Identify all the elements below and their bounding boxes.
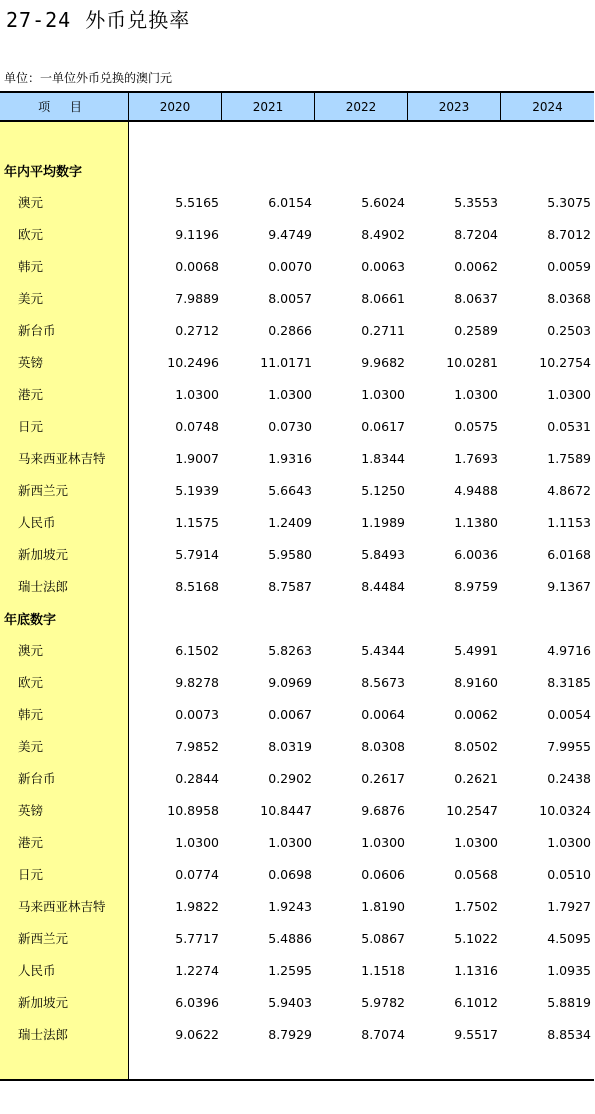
rate-cell: 4.9488 — [454, 482, 498, 498]
currency-label: 新西兰元 — [18, 483, 69, 498]
rate-cell: 1.9316 — [268, 450, 312, 466]
rate-cell: 0.0730 — [268, 418, 312, 434]
rate-cell: 5.5165 — [175, 194, 219, 210]
rate-cell: 1.1153 — [547, 514, 591, 530]
rate-cell: 0.0063 — [361, 258, 405, 274]
rate-cell: 6.1502 — [175, 642, 219, 658]
currency-label: 新加坡元 — [18, 547, 69, 562]
rate-cell: 10.2547 — [446, 802, 498, 818]
currency-label: 澳元 — [18, 195, 44, 210]
rate-cell: 1.0300 — [547, 834, 591, 850]
currency-label: 新台币 — [18, 323, 56, 338]
rate-cell: 1.2595 — [268, 962, 312, 978]
rate-cell: 8.7204 — [454, 226, 498, 242]
rate-cell: 1.9007 — [175, 450, 219, 466]
currency-label: 英镑 — [18, 803, 44, 818]
rate-cell: 5.9580 — [268, 546, 312, 562]
table-row — [0, 474, 594, 506]
currency-label: 港元 — [18, 387, 44, 402]
table-row — [0, 890, 594, 922]
rate-cell: 0.0698 — [268, 866, 312, 882]
currency-label: 美元 — [18, 739, 44, 754]
rate-cell: 1.7693 — [454, 450, 498, 466]
rate-cell: 5.0867 — [361, 930, 405, 946]
table-row — [0, 378, 594, 410]
rate-cell: 9.0969 — [268, 674, 312, 690]
rate-cell: 0.0062 — [454, 258, 498, 274]
rate-cell: 1.0300 — [361, 834, 405, 850]
rate-cell: 5.4344 — [361, 642, 405, 658]
rate-cell: 7.9889 — [175, 290, 219, 306]
currency-label: 韩元 — [18, 259, 44, 274]
rate-cell: 5.3553 — [454, 194, 498, 210]
currency-label: 新西兰元 — [18, 931, 69, 946]
header-year-2020: 2020 — [129, 93, 222, 120]
rate-cell: 1.1575 — [175, 514, 219, 530]
rate-cell: 0.0531 — [547, 418, 591, 434]
rate-cell: 9.9682 — [361, 354, 405, 370]
table-title: 外币兑换率 — [85, 8, 191, 32]
rate-cell: 9.5517 — [454, 1026, 498, 1042]
rate-cell: 5.4886 — [268, 930, 312, 946]
rate-cell: 1.0300 — [175, 834, 219, 850]
table-row — [0, 314, 594, 346]
section-row — [0, 602, 594, 634]
currency-label: 韩元 — [18, 707, 44, 722]
table-row — [0, 986, 594, 1018]
table-header — [0, 91, 594, 122]
table-row — [0, 282, 594, 314]
rate-cell: 0.0062 — [454, 706, 498, 722]
currency-label: 新台币 — [18, 771, 56, 786]
table-number: 27-24 — [6, 8, 72, 32]
rate-cell: 8.7074 — [361, 1026, 405, 1042]
currency-label: 日元 — [18, 419, 44, 434]
table-row — [0, 250, 594, 282]
header-item-label: 项 目 — [0, 93, 129, 120]
rate-cell: 0.2866 — [268, 322, 312, 338]
table-row — [0, 666, 594, 698]
rate-cell: 1.7502 — [454, 898, 498, 914]
rate-cell: 8.9759 — [454, 578, 498, 594]
currency-label: 港元 — [18, 835, 44, 850]
rate-cell: 6.1012 — [454, 994, 498, 1010]
rate-cell: 10.8447 — [260, 802, 312, 818]
rate-cell: 1.1989 — [361, 514, 405, 530]
rate-cell: 10.2754 — [539, 354, 591, 370]
rate-cell: 0.0067 — [268, 706, 312, 722]
table-row — [0, 506, 594, 538]
currency-label: 日元 — [18, 867, 44, 882]
currency-label: 瑞士法郎 — [18, 1027, 69, 1042]
rate-cell: 1.0300 — [547, 386, 591, 402]
rate-cell: 0.2621 — [454, 770, 498, 786]
rate-cell: 0.0073 — [175, 706, 219, 722]
rate-cell: 8.0308 — [361, 738, 405, 754]
rate-cell: 9.1367 — [547, 578, 591, 594]
currency-label: 马来西亚林吉特 — [18, 899, 106, 914]
rate-cell: 1.1316 — [454, 962, 498, 978]
rate-cell: 8.0368 — [547, 290, 591, 306]
rate-cell: 1.8344 — [361, 450, 405, 466]
rate-cell: 0.2589 — [454, 322, 498, 338]
table-row — [0, 794, 594, 826]
rate-cell: 5.1022 — [454, 930, 498, 946]
section-title: 年底数字 — [4, 612, 57, 628]
table-row — [0, 954, 594, 986]
currency-label: 瑞士法郎 — [18, 579, 69, 594]
currency-label: 澳元 — [18, 643, 44, 658]
header-year-2022: 2022 — [315, 93, 408, 120]
rate-cell: 9.0622 — [175, 1026, 219, 1042]
rate-cell: 0.0617 — [361, 418, 405, 434]
rate-cell: 4.5095 — [547, 930, 591, 946]
rate-cell: 5.9782 — [361, 994, 405, 1010]
currency-label: 人民币 — [18, 515, 56, 530]
rate-cell: 9.4749 — [268, 226, 312, 242]
rate-cell: 1.0300 — [454, 834, 498, 850]
rate-cell: 5.8819 — [547, 994, 591, 1010]
rate-cell: 0.0575 — [454, 418, 498, 434]
table-row — [0, 570, 594, 602]
rate-cell: 1.2409 — [268, 514, 312, 530]
rate-cell: 1.9243 — [268, 898, 312, 914]
table-row — [0, 186, 594, 218]
table-row — [0, 826, 594, 858]
rate-cell: 1.9822 — [175, 898, 219, 914]
rate-cell: 8.9160 — [454, 674, 498, 690]
rate-cell: 8.7587 — [268, 578, 312, 594]
currency-label: 人民币 — [18, 963, 56, 978]
rate-cell: 5.7717 — [175, 930, 219, 946]
rate-cell: 1.0300 — [454, 386, 498, 402]
rate-cell: 8.7929 — [268, 1026, 312, 1042]
rate-cell: 0.0068 — [175, 258, 219, 274]
rate-cell: 1.1380 — [454, 514, 498, 530]
rate-cell: 7.9852 — [175, 738, 219, 754]
rate-cell: 0.2617 — [361, 770, 405, 786]
table-row — [0, 634, 594, 666]
rate-cell: 0.0064 — [361, 706, 405, 722]
rate-cell: 0.2844 — [175, 770, 219, 786]
table-row — [0, 858, 594, 890]
rate-cell: 11.0171 — [260, 354, 312, 370]
table-row — [0, 1018, 594, 1050]
rate-cell: 8.0502 — [454, 738, 498, 754]
rate-cell: 5.1250 — [361, 482, 405, 498]
rate-cell: 9.8278 — [175, 674, 219, 690]
currency-label: 英镑 — [18, 355, 44, 370]
rate-cell: 5.9403 — [268, 994, 312, 1010]
rate-cell: 6.0396 — [175, 994, 219, 1010]
rate-cell: 1.2274 — [175, 962, 219, 978]
rate-cell: 1.7589 — [547, 450, 591, 466]
rate-cell: 5.6024 — [361, 194, 405, 210]
rate-cell: 6.0036 — [454, 546, 498, 562]
rate-cell: 1.8190 — [361, 898, 405, 914]
rate-cell: 5.8263 — [268, 642, 312, 658]
section-title: 年内平均数字 — [4, 164, 83, 180]
rate-cell: 0.0774 — [175, 866, 219, 882]
rate-cell: 1.1518 — [361, 962, 405, 978]
rate-cell: 8.0057 — [268, 290, 312, 306]
header-year-2024: 2024 — [532, 99, 563, 114]
rate-cell: 0.0510 — [547, 866, 591, 882]
rate-cell: 0.2902 — [268, 770, 312, 786]
rate-cell: 5.3075 — [547, 194, 591, 210]
rate-cell: 0.2503 — [547, 322, 591, 338]
rate-cell: 8.0637 — [454, 290, 498, 306]
table-row — [0, 442, 594, 474]
rate-cell: 0.0070 — [268, 258, 312, 274]
rate-cell: 1.0935 — [547, 962, 591, 978]
table-body — [0, 154, 594, 1050]
rate-cell: 5.4991 — [454, 642, 498, 658]
rate-cell: 0.2711 — [361, 322, 405, 338]
rate-cell: 8.0661 — [361, 290, 405, 306]
rate-cell: 0.2438 — [547, 770, 591, 786]
rate-cell: 6.0168 — [547, 546, 591, 562]
rate-cell: 8.4484 — [361, 578, 405, 594]
section-row — [0, 154, 594, 186]
rate-cell: 9.6876 — [361, 802, 405, 818]
table-row — [0, 538, 594, 570]
unit-note: 单位：一单位外币兑换的澳门元 — [4, 71, 173, 85]
header-year-2021: 2021 — [222, 93, 315, 120]
table-row — [0, 698, 594, 730]
table-row — [0, 410, 594, 442]
rate-cell: 8.0319 — [268, 738, 312, 754]
rate-cell: 4.8672 — [547, 482, 591, 498]
rate-cell: 5.7914 — [175, 546, 219, 562]
rate-cell: 0.0748 — [175, 418, 219, 434]
rate-cell: 8.4902 — [361, 226, 405, 242]
rate-cell: 0.2712 — [175, 322, 219, 338]
rate-cell: 8.5673 — [361, 674, 405, 690]
table-row — [0, 730, 594, 762]
rate-cell: 10.8958 — [167, 802, 219, 818]
header-year-2023: 2023 — [408, 93, 501, 120]
rate-cell: 5.6643 — [268, 482, 312, 498]
rate-cell: 0.0054 — [547, 706, 591, 722]
currency-label: 欧元 — [18, 227, 44, 242]
rate-cell: 1.0300 — [268, 834, 312, 850]
rate-cell: 1.0300 — [175, 386, 219, 402]
table-row — [0, 346, 594, 378]
rate-cell: 0.0059 — [547, 258, 591, 274]
table-row — [0, 762, 594, 794]
rate-cell: 8.8534 — [547, 1026, 591, 1042]
table-row — [0, 922, 594, 954]
rate-cell: 0.0606 — [361, 866, 405, 882]
page-title — [6, 4, 190, 33]
rate-cell: 10.0324 — [539, 802, 591, 818]
rate-cell: 5.8493 — [361, 546, 405, 562]
rate-cell: 8.3185 — [547, 674, 591, 690]
rate-cell: 5.1939 — [175, 482, 219, 498]
rate-cell: 10.0281 — [446, 354, 498, 370]
rate-cell: 6.0154 — [268, 194, 312, 210]
currency-label: 马来西亚林吉特 — [18, 451, 106, 466]
rate-cell: 1.7927 — [547, 898, 591, 914]
rate-cell: 8.5168 — [175, 578, 219, 594]
rate-cell: 9.1196 — [175, 226, 219, 242]
rate-cell: 1.0300 — [268, 386, 312, 402]
currency-label: 新加坡元 — [18, 995, 69, 1010]
currency-label: 欧元 — [18, 675, 44, 690]
rate-cell: 0.0568 — [454, 866, 498, 882]
table-row — [0, 218, 594, 250]
rate-cell: 4.9716 — [547, 642, 591, 658]
rate-cell: 10.2496 — [167, 354, 219, 370]
rate-cell: 1.0300 — [361, 386, 405, 402]
table-bottom-rule — [0, 1079, 594, 1081]
currency-label: 美元 — [18, 291, 44, 306]
rate-cell: 7.9955 — [547, 738, 591, 754]
rate-cell: 8.7012 — [547, 226, 591, 242]
